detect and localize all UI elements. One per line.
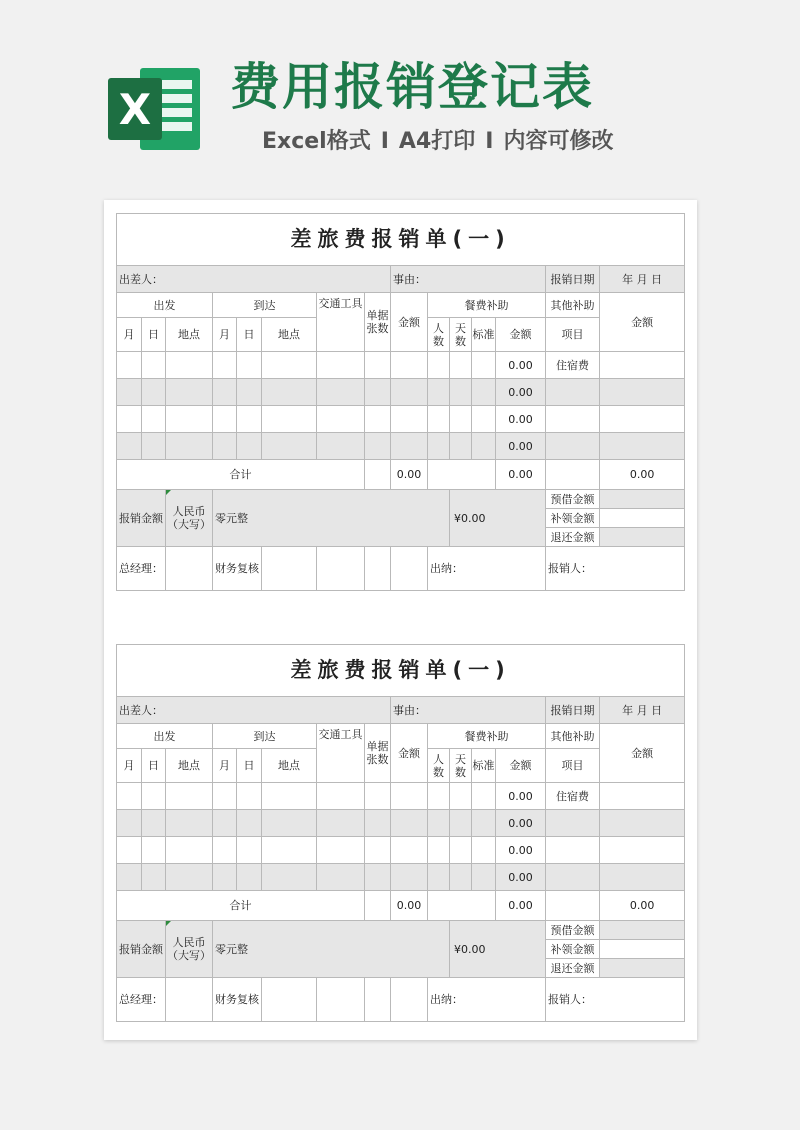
meal-amount-cell[interactable]: 0.00	[496, 810, 546, 837]
travel-expense-form	[116, 644, 685, 1022]
other-amount-header: 金额	[600, 293, 685, 352]
lodging-item[interactable]: 住宿费	[546, 783, 600, 810]
table-row	[117, 810, 685, 837]
depart-place: 地点	[166, 318, 213, 352]
amount-header: 金额	[391, 293, 428, 352]
traveler-label: 出差人：	[117, 697, 391, 724]
meal-days: 天数	[450, 318, 472, 352]
refund-label: 退还金额	[546, 528, 600, 547]
table-row	[117, 837, 685, 864]
arrive-month: 月	[213, 318, 237, 352]
subtitle-separator: I	[380, 129, 389, 154]
supplement-label: 补领金额	[546, 509, 600, 528]
numeric-amount-value[interactable]: ¥0.00	[450, 921, 546, 978]
total-meal-amount: 0.00	[496, 460, 546, 490]
subtitle-format: Excel格式	[262, 129, 371, 154]
table-row	[117, 406, 685, 433]
meal-amount: 金额	[496, 749, 546, 783]
meal-people: 人数	[428, 318, 450, 352]
form-title: 差旅费报销单(一)	[117, 214, 685, 266]
depart-month: 月	[117, 749, 142, 783]
form-title: 差旅费报销单(一)	[117, 645, 685, 697]
other-item: 项目	[546, 749, 600, 783]
subtitle-print: A4打印	[398, 129, 476, 154]
review-label: 财务复核	[213, 547, 262, 591]
meal-subsidy-header: 餐费补助	[428, 724, 546, 749]
meal-amount-cell[interactable]: 0.00	[496, 352, 546, 379]
cashier-signature: 出纳：	[428, 978, 546, 1022]
arrive-place: 地点	[262, 318, 317, 352]
meal-amount-cell[interactable]: 0.00	[496, 783, 546, 810]
table-row	[117, 352, 685, 379]
arrive-place: 地点	[262, 749, 317, 783]
depart-header: 出发	[117, 293, 213, 318]
reason-label: 事由：	[391, 697, 546, 724]
total-label: 合计	[117, 891, 365, 921]
meal-days: 天数	[450, 749, 472, 783]
total-label: 合计	[117, 460, 365, 490]
upper-amount-value[interactable]: 零元整	[213, 921, 450, 978]
review-label: 财务复核	[213, 978, 262, 1022]
travel-expense-form	[116, 213, 685, 591]
total-other-amount: 0.00	[600, 460, 685, 490]
depart-month: 月	[117, 318, 142, 352]
meal-amount-cell[interactable]: 0.00	[496, 864, 546, 891]
other-amount-header: 金额	[600, 724, 685, 783]
other-subsidy-header: 其他补助	[546, 724, 600, 749]
meal-amount-cell[interactable]: 0.00	[496, 406, 546, 433]
logo-letter: X	[118, 85, 152, 134]
other-item: 项目	[546, 318, 600, 352]
receipt-count-header: 单据张数	[365, 293, 391, 352]
meal-amount-cell[interactable]: 0.00	[496, 837, 546, 864]
refund-value[interactable]	[600, 959, 685, 978]
page-title: 费用报销登记表	[230, 58, 594, 116]
claimant-signature: 报销人：	[546, 978, 685, 1022]
advance-value[interactable]	[600, 921, 685, 940]
date-label: 报销日期	[546, 266, 600, 293]
arrive-header: 到达	[213, 293, 317, 318]
arrive-month: 月	[213, 749, 237, 783]
meal-subsidy-header: 餐费补助	[428, 293, 546, 318]
rmb-upper-label: 人民币（大写）	[166, 490, 213, 547]
amount-header: 金额	[391, 724, 428, 783]
depart-day: 日	[142, 318, 166, 352]
reason-label: 事由：	[391, 266, 546, 293]
reimburse-amount-label: 报销金额	[117, 921, 166, 978]
claimant-signature: 报销人：	[546, 547, 685, 591]
meal-amount-cell[interactable]: 0.00	[496, 379, 546, 406]
table-row	[117, 783, 685, 810]
refund-value[interactable]	[600, 528, 685, 547]
arrive-header: 到达	[213, 724, 317, 749]
total-meal-amount: 0.00	[496, 891, 546, 921]
other-subsidy-header: 其他补助	[546, 293, 600, 318]
gm-signature: 总经理：	[117, 547, 166, 591]
supplement-label: 补领金额	[546, 940, 600, 959]
date-label: 报销日期	[546, 697, 600, 724]
rmb-upper-label: 人民币（大写）	[166, 921, 213, 978]
reimburse-amount-label: 报销金额	[117, 490, 166, 547]
gm-signature: 总经理：	[117, 978, 166, 1022]
table-row	[117, 433, 685, 460]
table-row	[117, 379, 685, 406]
advance-value[interactable]	[600, 490, 685, 509]
table-row	[117, 864, 685, 891]
supplement-value[interactable]	[600, 509, 685, 528]
date-units: 年 月 日	[600, 266, 685, 293]
meal-amount: 金额	[496, 318, 546, 352]
depart-header: 出发	[117, 724, 213, 749]
date-units: 年 月 日	[600, 697, 685, 724]
supplement-value[interactable]	[600, 940, 685, 959]
page-subtitle	[262, 128, 613, 156]
total-other-amount: 0.00	[600, 891, 685, 921]
subtitle-separator: I	[485, 129, 494, 154]
refund-label: 退还金额	[546, 959, 600, 978]
total-amount: 0.00	[391, 891, 428, 921]
meal-people: 人数	[428, 749, 450, 783]
depart-place: 地点	[166, 749, 213, 783]
advance-label: 预借金额	[546, 921, 600, 940]
depart-day: 日	[142, 749, 166, 783]
meal-amount-cell[interactable]: 0.00	[496, 433, 546, 460]
total-amount: 0.00	[391, 460, 428, 490]
excel-logo-icon	[104, 62, 204, 156]
receipt-count-header: 单据张数	[365, 724, 391, 783]
meal-standard: 标准	[472, 318, 496, 352]
upper-amount-value[interactable]: 零元整	[213, 490, 450, 547]
meal-standard: 标准	[472, 749, 496, 783]
lodging-item[interactable]: 住宿费	[546, 352, 600, 379]
cashier-signature: 出纳：	[428, 547, 546, 591]
advance-label: 预借金额	[546, 490, 600, 509]
arrive-day: 日	[237, 318, 262, 352]
transport-header: 交通工具	[317, 293, 365, 352]
subtitle-editable: 内容可修改	[503, 129, 614, 154]
transport-header: 交通工具	[317, 724, 365, 783]
numeric-amount-value[interactable]: ¥0.00	[450, 490, 546, 547]
arrive-day: 日	[237, 749, 262, 783]
traveler-label: 出差人：	[117, 266, 391, 293]
